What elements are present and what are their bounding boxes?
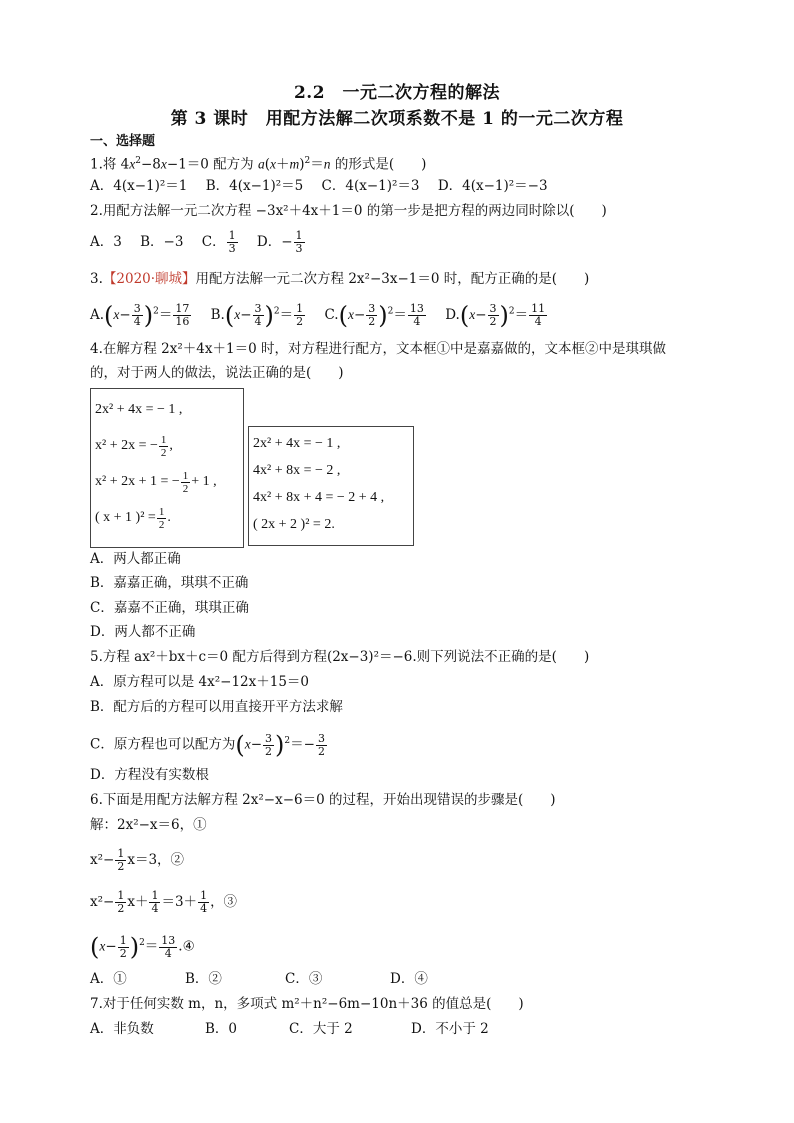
q5-stem: 5.方程 ax²＋bx＋c＝0 配方后得到方程(2x−3)²＝−6.则下列说法不正确的是( ) xyxy=(90,649,590,665)
q4-option-d[interactable]: D．两人都不正确 xyxy=(90,624,196,640)
q4-stem-line2: 的，对于两人的做法，说法正确的是( ) xyxy=(90,365,344,381)
q2-stem: 2.用配方法解一元二次方程 −3x²＋4x＋1＝0 的第一步是把方程的两边同时除以( ) xyxy=(90,203,607,219)
q6-stem: 6.下面是用配方法解方程 2x²−x−6＝0 的过程，开始出现错误的步骤是( ) xyxy=(90,792,556,808)
q3-source-tag: 【2020·聊城】 xyxy=(102,271,196,287)
box1-step1: 2x² + 4x = − 1 , xyxy=(95,402,183,417)
q6-option-c[interactable]: C．③ xyxy=(285,971,323,987)
textbox-jiajia xyxy=(90,388,244,548)
q5-option-a[interactable]: A．原方程可以是 4x²−12x＋15＝0 xyxy=(90,674,310,690)
q6-option-a[interactable]: A．① xyxy=(90,971,127,987)
q2-options xyxy=(90,230,320,255)
q1-options xyxy=(90,177,562,195)
q6-step3: x²− $\frac{1}{2}$ x＋ $\frac{1}{4}$ ＝3＋ $\frac{1}{4}$ ，③ xyxy=(90,889,238,915)
q7-option-d[interactable]: D．不小于 2 xyxy=(411,1021,489,1037)
q5-option-b[interactable]: B．配方后的方程可以用直接开平方法求解 xyxy=(90,699,343,715)
q2-option-c[interactable]: C． $\frac{1}{3}$ xyxy=(201,229,236,255)
q7-stem: 7.对于任何实数 m，n，多项式 m²＋n²−6m−10n＋36 的值总是( ) xyxy=(90,996,524,1012)
q4-option-c[interactable]: C．嘉嘉不正确，琪琪正确 xyxy=(90,600,249,616)
q3-option-b[interactable]: B.(x− $\frac{3}{4}$ )$^2$＝ $\frac{1}{2}$ xyxy=(210,301,304,329)
q4-option-b[interactable]: B．嘉嘉正确，琪琪不正确 xyxy=(90,575,249,591)
q6-option-b[interactable]: B．② xyxy=(185,971,222,987)
q1-option-b[interactable]: B．4(x−1)²＝5 xyxy=(205,178,304,194)
box1-step2: x² + 2x = − $\frac{1}{2}$ , xyxy=(95,433,173,459)
q6-options xyxy=(90,970,428,988)
q7-option-b[interactable]: B．0 xyxy=(205,1021,238,1037)
q2-option-a[interactable]: A．3 xyxy=(90,234,122,250)
box2-step1: 2x² + 4x = − 1 , xyxy=(253,435,341,451)
q2-option-d[interactable]: D．− $\frac{1}{3}$ xyxy=(256,229,303,255)
q7-options xyxy=(90,1020,489,1038)
box1-step3: x² + 2x + 1 = − $\frac{1}{2}$ + 1 , xyxy=(95,469,217,495)
q4-stem-line1: 4.在解方程 2x²＋4x＋1＝0 时，对方程进行配方，文本框①中是嘉嘉做的，文本框②中是琪琪做 xyxy=(90,341,666,357)
box2-step4: ( 2x + 2 )² = 2. xyxy=(253,516,335,532)
q6-step4: (x− $\frac{1}{2}$ )$^2$＝ $\frac{13}{4}$ .④ xyxy=(90,933,195,961)
q6-step1: 解：2x²−x＝6，① xyxy=(90,817,207,833)
textbox-qiqi xyxy=(248,426,414,546)
q1-option-a[interactable]: A．4(x−1)²＝1 xyxy=(90,178,188,194)
q7-option-a[interactable]: A．非负数 xyxy=(90,1021,154,1037)
q1-option-d[interactable]: D．4(x−1)²＝−3 xyxy=(437,178,548,194)
q6-step2: x²− $\frac{1}{2}$ x＝3，② xyxy=(90,847,185,873)
lesson-subtitle: 第 3 课时 用配方法解二次项系数不是 1 的一元二次方程 xyxy=(170,109,624,129)
q5-option-d[interactable]: D．方程没有实数根 xyxy=(90,767,209,783)
box1-step4: ( x + 1 )² = $\frac{1}{2}$ . xyxy=(95,505,171,531)
q3-option-c[interactable]: C.(x− $\frac{3}{2}$ )$^2$＝ $\frac{13}{4}$ xyxy=(324,301,424,329)
q3-stem: 3.【2020·聊城】用配方法解一元二次方程 2x²−3x−1＝0 时，配方正确的是( ) xyxy=(90,271,590,287)
q7-option-c[interactable]: C．大于 2 xyxy=(289,1021,353,1037)
q3-options xyxy=(90,296,562,330)
q2-option-b[interactable]: B．−3 xyxy=(140,234,184,250)
q1-stem: 1.将 $4x^2-8x-1=0$ 配方为 $a(x+m)^2=n$ 的形式是( ) xyxy=(90,156,427,173)
q6-option-d[interactable]: D．④ xyxy=(390,971,428,987)
q4-option-a[interactable]: A．两人都正确 xyxy=(90,551,181,567)
q5-option-c[interactable]: C．原方程也可以配方为(x− $\frac{3}{2}$ )$^2$＝− $\frac{3}{2}$ xyxy=(90,731,325,759)
section-heading: 一、选择题 xyxy=(90,134,156,149)
box2-step2: 4x² + 8x = − 2 , xyxy=(253,462,341,478)
lesson-title: 2.2 一元二次方程的解法 xyxy=(293,83,501,103)
box2-step3: 4x² + 8x + 4 = − 2 + 4 , xyxy=(253,489,385,505)
q3-option-a[interactable]: A.(x− $\frac{3}{4}$ )$^2$＝ $\frac{17}{16}$ xyxy=(90,301,190,329)
q3-option-d[interactable]: D.(x− $\frac{3}{2}$ )$^2$＝ $\frac{11}{4}$ xyxy=(445,301,546,329)
q1-option-c[interactable]: C．4(x−1)²＝3 xyxy=(321,178,420,194)
